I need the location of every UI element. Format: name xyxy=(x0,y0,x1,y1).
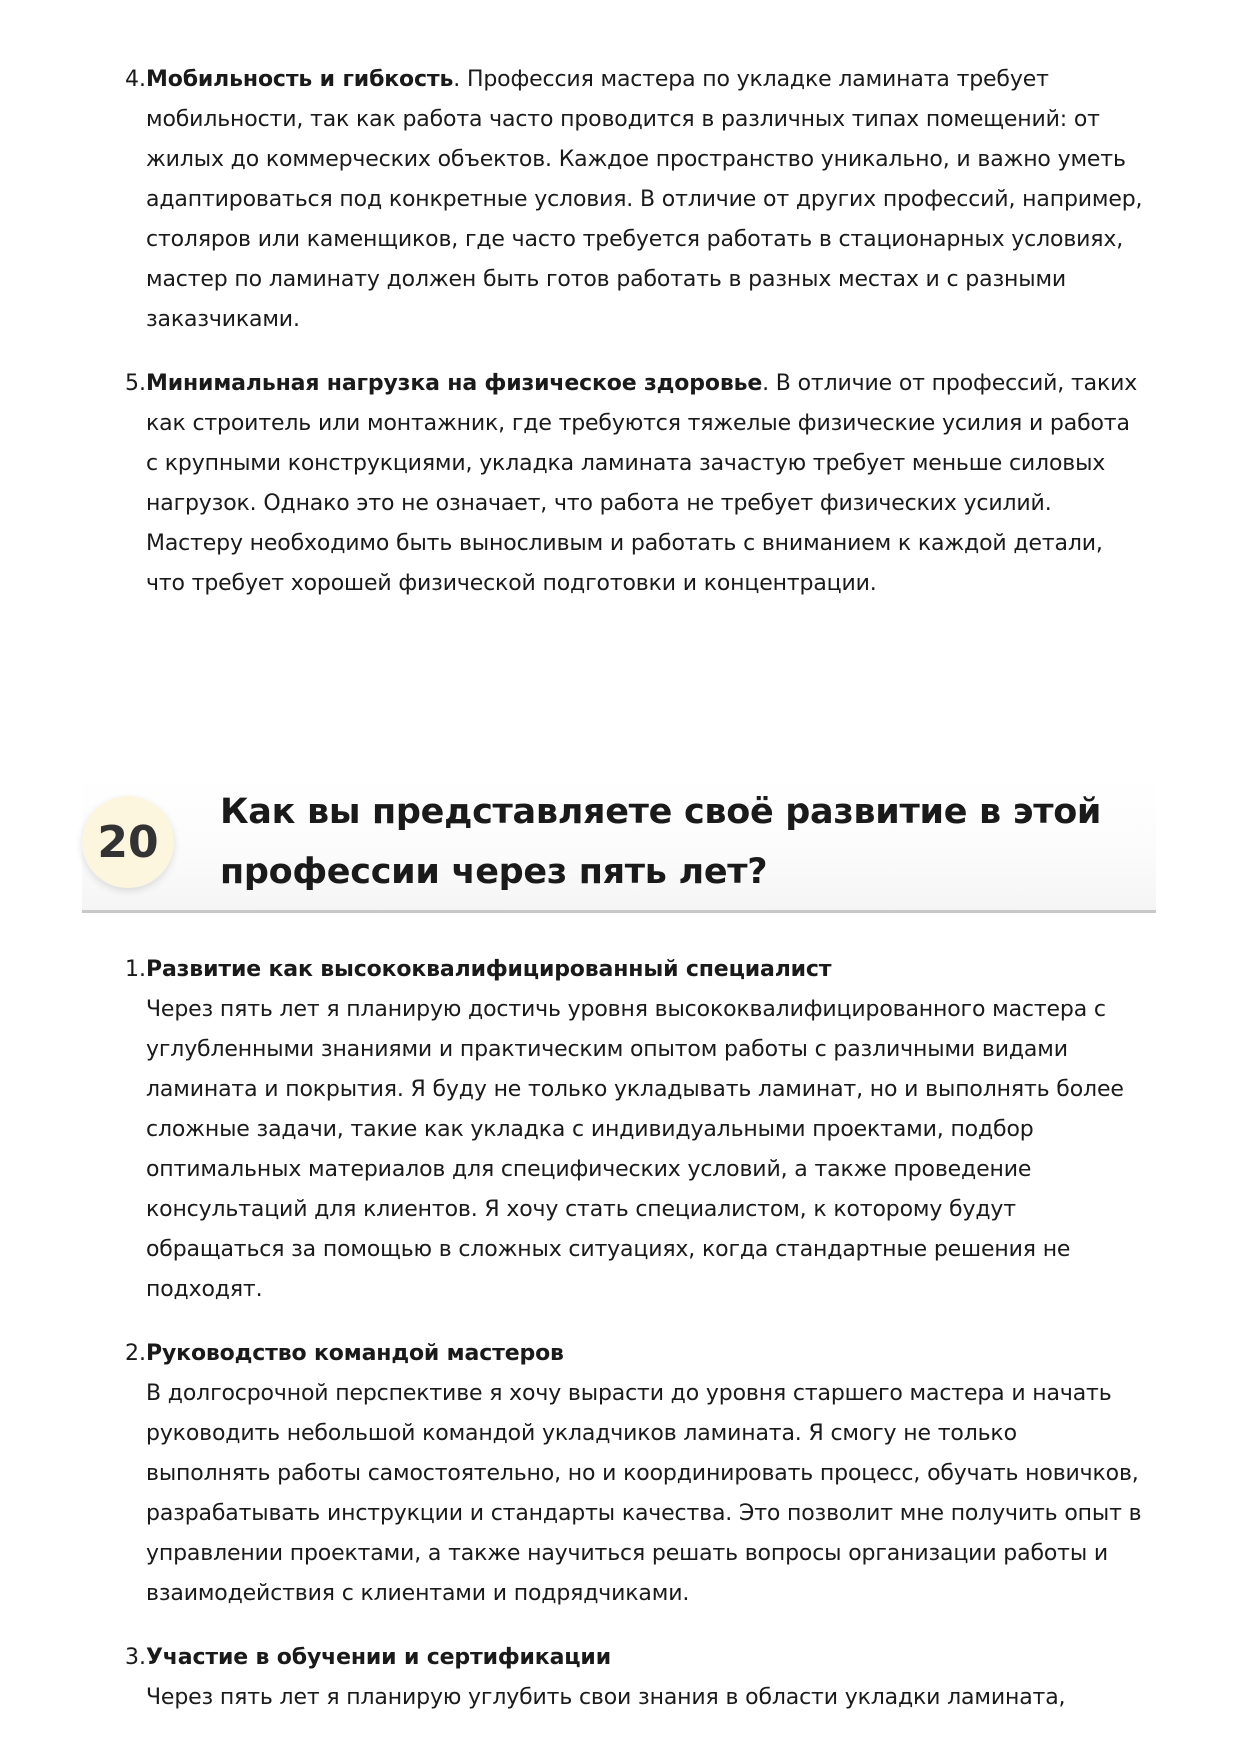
list-item-title: Мобильность и гибкость xyxy=(146,67,454,92)
section-number-badge: 20 xyxy=(82,796,174,888)
list-item-title: Участие в обучении и сертификации xyxy=(146,1645,611,1670)
list-item xyxy=(0,364,1239,604)
list-item-title: Минимальная нагрузка на физическое здоровье xyxy=(146,371,763,396)
list-item-title: Руководство командой мастеров xyxy=(146,1341,564,1366)
list-item-number: 2. xyxy=(125,1341,146,1366)
list-item-body xyxy=(146,1334,1146,1614)
list-item xyxy=(0,950,1239,1310)
list-item-text: Через пять лет я планирую углубить свои знания в области укладки ламината, xyxy=(146,1685,1066,1710)
list-item-number: 1. xyxy=(125,957,146,982)
list-item-body xyxy=(146,60,1146,340)
list-item-number: 5. xyxy=(125,371,146,396)
section-title: Как вы представляете своё развитие в этой профессии через пять лет? xyxy=(220,792,1102,892)
list-item xyxy=(0,1638,1239,1718)
list-item-body xyxy=(146,364,1146,604)
list-item-body xyxy=(146,950,1146,1310)
numbered-list-top xyxy=(0,60,1239,604)
section-header xyxy=(82,776,1156,913)
list-item-text: . Профессия мастера по укладке ламината требует мобильности, так как работа часто проводится в различных типах помещений: от жилых до коммерческих объектов. Каждое пространство уникально, и важно уметь адаптироваться под конкретные условия. В отличие от других профессий, например, столяров или каменщиков, где часто требуется работать в стационарных условиях, мастер по ламинату должен быть готов работать в разных местах и с разными заказчиками. xyxy=(146,67,1143,332)
list-item xyxy=(0,1334,1239,1614)
numbered-list-bottom xyxy=(0,950,1239,1718)
list-item-number: 3. xyxy=(125,1645,146,1670)
list-item-number: 4. xyxy=(125,67,146,92)
list-item xyxy=(0,60,1239,340)
list-item-body xyxy=(146,1638,1146,1718)
list-item-text: Через пять лет я планирую достичь уровня высококвалифицированного мастера с углубленными знаниями и практическим опытом работы с различными видами ламината и покрытия. Я буду не только укладывать ламинат, но и выполнять более сложные задачи, такие как укладка с индивидуальными проектами, подбор оптимальных материалов для специфических условий, а также проведение консультаций для клиентов. Я хочу стать специалистом, к которому будут обращаться за помощью в сложных ситуациях, когда стандартные решения не подходят. xyxy=(146,997,1124,1302)
list-item-text: В долгосрочной перспективе я хочу вырасти до уровня старшего мастера и начать руководить небольшой командой укладчиков ламината. Я смогу не только выполнять работы самостоятельно, но и координировать процесс, обучать новичков, разрабатывать инструкции и стандарты качества. Это позволит мне получить опыт в управлении проектами, а также научиться решать вопросы организации работы и взаимодействия с клиентами и подрядчиками. xyxy=(146,1381,1142,1606)
list-item-title: Развитие как высококвалифицированный специалист xyxy=(146,957,832,982)
list-item-text: . В отличие от профессий, таких как строитель или монтажник, где требуются тяжелые физические усилия и работа с крупными конструкциями, укладка ламината зачастую требует меньше силовых нагрузок. Однако это не означает, что работа не требует физических усилий. Мастеру необходимо быть выносливым и работать с вниманием к каждой детали, что требует хорошей физической подготовки и концентрации. xyxy=(146,371,1138,596)
